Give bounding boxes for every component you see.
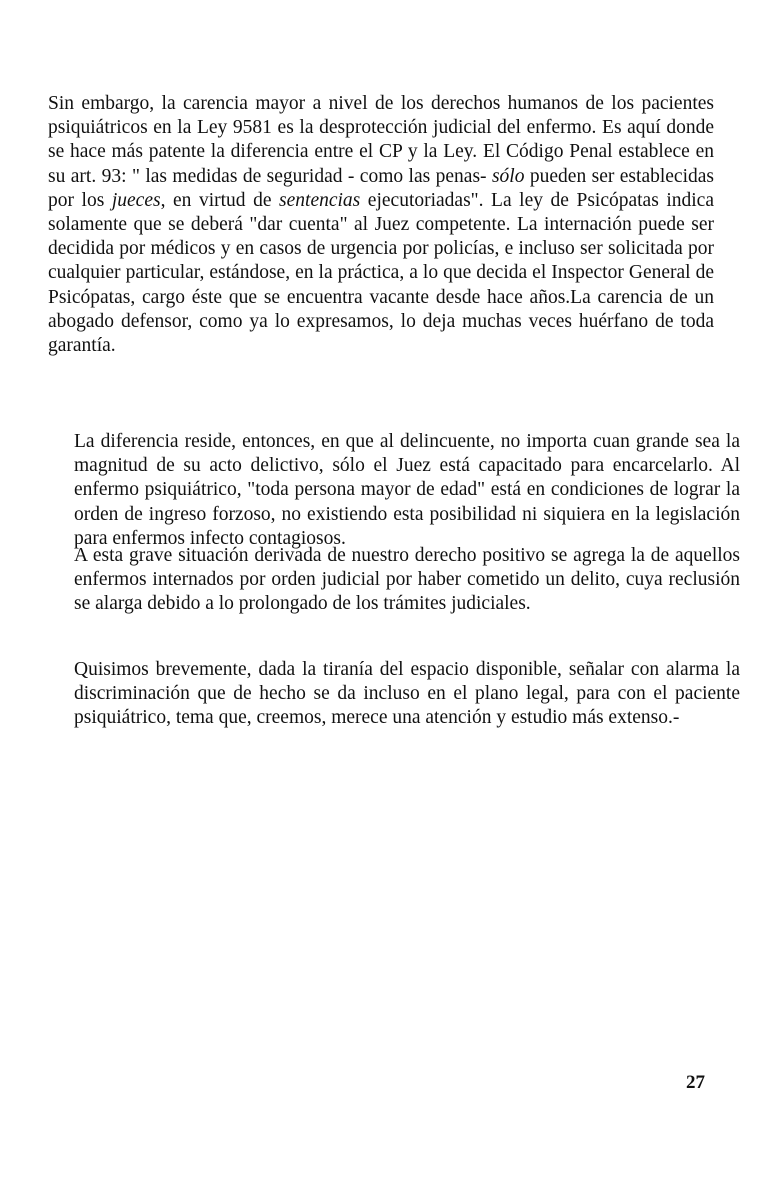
page-number: 27 — [686, 1072, 705, 1093]
paragraph-4: Quisimos brevemente, dada la tiranía del espacio disponible, señalar con alarma la discriminación que de hecho se da incluso en el plano legal, para con el paciente psiquiátrico, tema que, creemos, merece una atención y estudio más extenso.- — [74, 659, 740, 729]
emphasis-solo: sólo — [491, 165, 525, 187]
paragraph-1-part-3: , en virtud de — [160, 189, 280, 211]
paragraph-1-part-4: ejecutoriadas". La ley de Psicópatas indica solamente que se deberá "dar cuenta" al Juez competente. La internación puede ser decidida por médicos y en casos de urgencia por policías, e incluso ser solicitada por cualquier particular, estándose, en la práctica, a lo que decida el Inspector General de Psicópatas, cargo éste que se encuentra vacante desde hace años.La carencia de un abogado defensor, como ya lo expresamos, lo deja muchas veces huérfano de toda garantía. — [48, 189, 714, 357]
emphasis-jueces: jueces — [111, 189, 161, 211]
paragraph-1-part-1: Sin embargo, la carencia mayor a nivel de los derechos humanos de los pacientes psiquiátricos en la Ley 9581 es la desprotección judicial del enfermo. Es aquí donde se hace más patente la diferencia entre el CP y la Ley. El Código Penal establece en su art. 93: " las medidas de seguridad - como las penas- — [48, 93, 714, 187]
paragraph-3: A esta grave situación derivada de nuestro derecho positivo se agrega la de aquellos enfermos internados por orden judicial por haber cometido un delito, cuya reclusión se alarga debido a lo prolongado de los trámites judiciales. — [74, 545, 740, 615]
emphasis-sentencias: sentencias — [279, 189, 361, 211]
paragraph-2: La diferencia reside, entonces, en que al delincuente, no importa cuan grande sea la magnitud de su acto delictivo, sólo el Juez está capacitado para encarcelarlo. Al enfermo psiquiátrico, "toda persona mayor de edad" está en condiciones de lograr la orden de ingreso forzoso, no existiendo esta posibilidad ni siquiera en la legislación para enfermos infecto contagiosos. — [74, 431, 740, 549]
paragraph-1 — [48, 92, 714, 358]
paragraph-1-part-2: pueden ser establecidas por los — [48, 165, 714, 211]
